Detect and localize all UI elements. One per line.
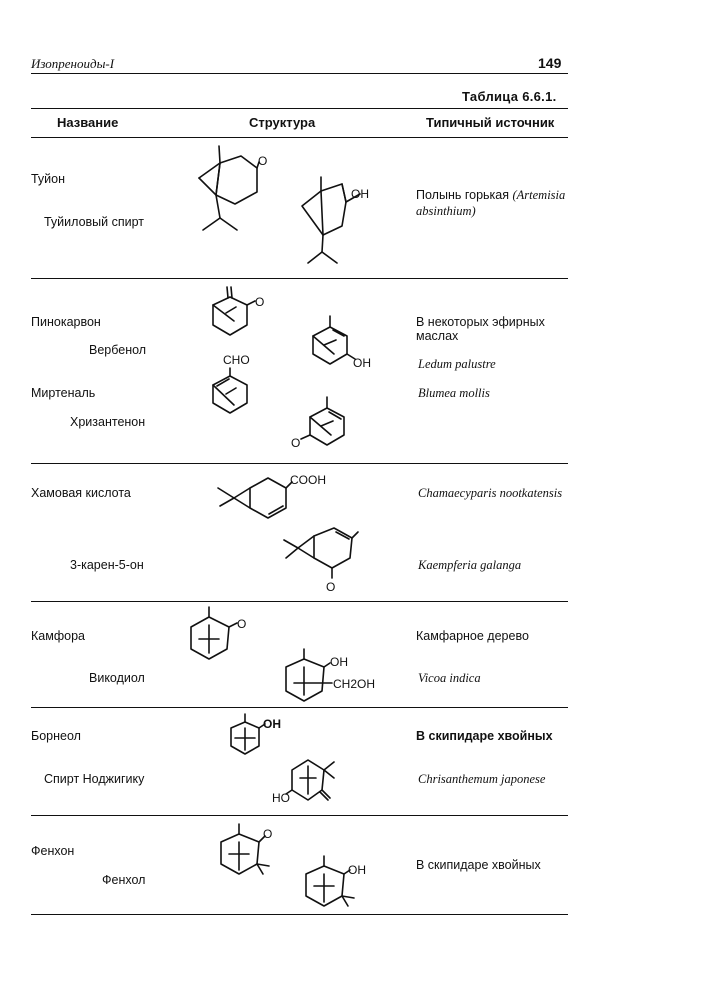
label-carenone-o: O	[326, 580, 336, 594]
structure-chrysanthenone	[285, 395, 365, 457]
label-chamic-cooh: COOH	[290, 473, 326, 487]
label-verbenol-oh: OH	[353, 356, 371, 370]
page-number: 149	[538, 55, 562, 71]
source-kaempferia: Kaempferia galanga	[418, 558, 522, 572]
structure-fenchol	[300, 852, 380, 917]
structure-thujone	[185, 140, 305, 250]
source-blumea: Blumea mollis	[418, 386, 490, 400]
compound-name-thujyl-alcohol: Туйиловый спирт	[44, 215, 145, 229]
source-essential-oils: В некоторых эфирных маслах	[416, 315, 545, 343]
source-artemisia-latin: (Artemisia absinthium)	[416, 188, 566, 218]
column-header-rule	[31, 137, 568, 138]
structure-verbenol	[300, 312, 380, 374]
group-rule	[31, 707, 568, 708]
group-rule	[31, 463, 568, 464]
label-pinocarvone-o: O	[255, 295, 265, 309]
source-vicoa: Vicoa indica	[418, 671, 481, 685]
compound-name-nojigiku-alcohol: Спирт Ноджигику	[44, 772, 145, 786]
compound-name-verbenol: Вербенол	[89, 343, 147, 357]
compound-name-fenchone: Фенхон	[31, 844, 75, 858]
table-top-rule	[31, 108, 568, 109]
compound-name-chrysanthenone: Хризантенон	[70, 415, 146, 429]
structure-camphor	[185, 605, 265, 665]
source-conifer-turpentine-2: В скипидаре хвойных	[416, 858, 541, 872]
structure-nojigiku-alcohol	[270, 752, 350, 812]
source-conifer-turpentine: В скипидаре хвойных	[416, 729, 553, 743]
table-label: Таблица 6.6.1.	[462, 89, 557, 104]
structure-carenone	[278, 520, 368, 595]
structure-myrtenal	[198, 350, 278, 420]
compound-name-vicodiol: Викодиол	[89, 671, 145, 685]
table-bottom-rule	[31, 914, 568, 915]
structure-fenchone	[215, 820, 295, 885]
compound-name-myrtenal: Миртеналь	[31, 386, 96, 400]
label-thujone-o: O	[258, 154, 268, 168]
running-title: Изопреноиды-I	[31, 56, 115, 71]
column-header-name: Название	[57, 115, 119, 130]
compound-name-thujone: Туйон	[31, 172, 66, 186]
column-header-structure: Структура	[249, 115, 316, 130]
label-chrysanthenone-o: O	[291, 436, 301, 450]
source-camphor-tree: Камфарное дерево	[416, 629, 529, 643]
label-fenchone-o: O	[263, 827, 273, 841]
compound-name-camphor: Камфора	[31, 629, 85, 643]
group-rule	[31, 601, 568, 602]
source-chamaecyparis: Chamaecyparis nootkatensis	[418, 486, 563, 500]
compound-name-carenone: 3-карен-5-он	[70, 558, 144, 572]
compound-name-borneol: Борнеол	[31, 729, 81, 743]
structure-pinocarvone	[200, 285, 280, 345]
group-rule	[31, 278, 568, 279]
label-vicodiol-oh: OH	[330, 655, 348, 669]
label-thujyl-oh: OH	[351, 187, 369, 201]
label-myrtenal-cho: CHO	[223, 353, 250, 367]
label-camphor-o: O	[237, 617, 247, 631]
source-ledum: Ledum palustre	[418, 357, 496, 371]
source-artemisia-common: Полынь горькая	[416, 188, 509, 202]
compound-name-pinocarvone: Пинокарвон	[31, 315, 101, 329]
compound-name-fenchol: Фенхол	[102, 873, 146, 887]
structure-vicodiol	[280, 645, 390, 705]
label-nojigiku-ho: HO	[272, 791, 290, 805]
source-chrisanthemum: Chrisanthemum japonese	[418, 772, 546, 786]
group-rule	[31, 815, 568, 816]
label-vicodiol-ch2oh: CH2OH	[333, 677, 376, 691]
structure-chamic-acid	[210, 468, 340, 528]
compound-name-chamic-acid: Хамовая кислота	[31, 486, 131, 500]
label-borneol-oh: OH	[263, 717, 281, 731]
label-fenchol-oh: OH	[348, 863, 366, 877]
header-rule	[31, 73, 568, 74]
source-artemisia	[416, 187, 576, 219]
column-header-source: Типичный источник	[426, 115, 555, 130]
structure-thujyl-alcohol	[290, 168, 400, 273]
